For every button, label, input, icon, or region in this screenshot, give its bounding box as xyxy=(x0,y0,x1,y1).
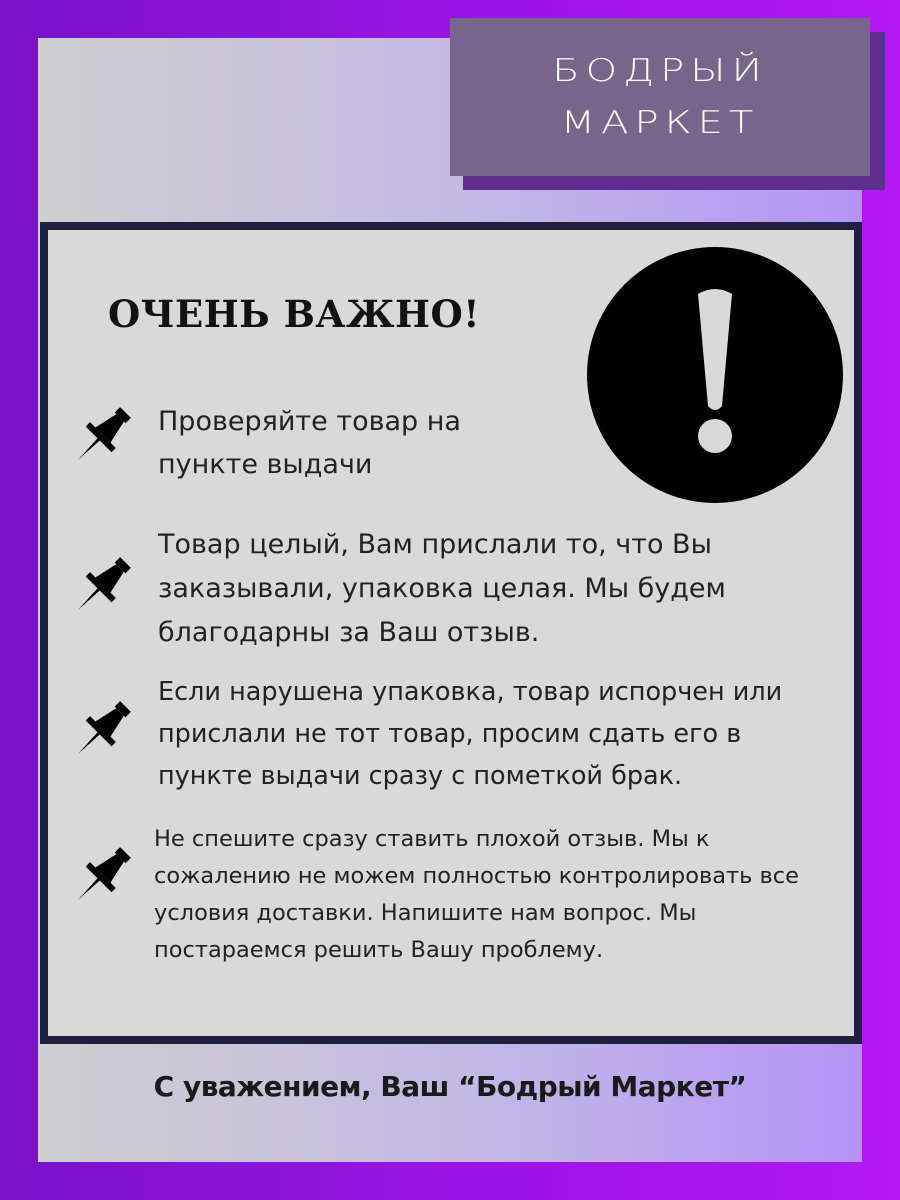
list-item-text: Товар целый, Вам прислали то, что Вы заказывали, упаковка целая. Мы будем благодарны за Ваш отзыв. xyxy=(158,529,726,648)
list-item-text: Если нарушена упаковка, товар испорчен или прислали не тот товар, просим сдать его в пункте выдачи сразу с пометкой брак. xyxy=(158,677,783,791)
brand-title-line-1: БОДРЫЙ xyxy=(552,53,768,89)
notice-heading: ОЧЕНЬ ВАЖНО! xyxy=(108,292,480,336)
exclamation-circle-icon xyxy=(584,244,846,506)
list-item-text: Проверяйте товар на пункте выдачи xyxy=(158,406,461,480)
footer-signature: С уважением, Ваш “Бодрый Маркет” xyxy=(153,1070,747,1103)
pushpin-icon xyxy=(66,396,142,472)
brand-box xyxy=(450,18,870,176)
brand-title-line-2: МАРКЕТ xyxy=(560,105,760,141)
pushpin-icon xyxy=(66,690,142,766)
pushpin-icon xyxy=(66,836,142,912)
list-item-text: Не спешите сразу ставить плохой отзыв. Мы к сожалению не можем полностью контролировать все условия доставки. Напишите нам вопрос. Мы постараемся решить Вашу проблему. xyxy=(154,826,800,963)
notice-card xyxy=(40,222,862,1044)
pushpin-icon xyxy=(66,546,142,622)
